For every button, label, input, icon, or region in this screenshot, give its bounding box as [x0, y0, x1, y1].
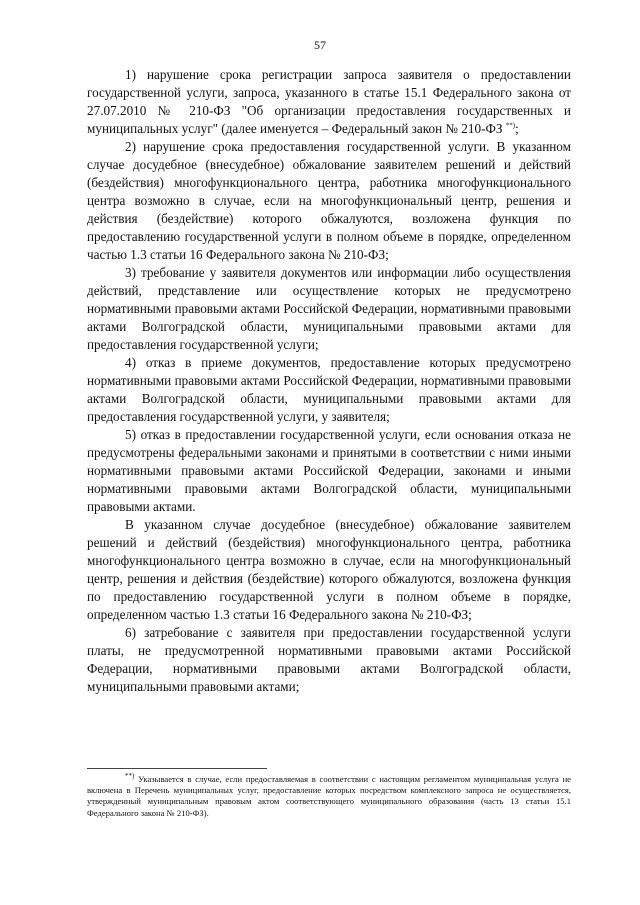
- paragraph-1-text: 1) нарушение срока регистрации запроса заявителя о предоставлении государственной услуги, запроса, указанного в статье 15.1 Федерального закона от 27.07.2010 № 210-ФЗ "Об организации предоставления государственных и муниципальных услуг" (далее именуется – Федеральный закон № 210-ФЗ: [87, 67, 571, 136]
- paragraph-6: В указанном случае досудебное (внесудебное) обжалование заявителем решений и действий (бездействия) многофункционального центра, работника многофункционального центра возможно в случае, если на многофункциональный центр, решения и действия (бездействие) которого обжалуются, возложена функция по предоставлению государственной услуги в полном объеме в порядке, определенном частью 1.3 статьи 16 Федерального закона № 210-ФЗ;: [87, 517, 571, 622]
- paragraph-1: [87, 66, 571, 138]
- footnote-text: Указывается в случае, если предоставляемая в соответствии с настоящим регламентом муниципальная услуга не включена в Перечень муниципальных услуг, предоставление которых посредством комплексного запроса не осуществляется, утвержденный муниципальным правовым актом соответствующего муниципального образования (часть 13 статьи 15.1 Федерального закона № 210-ФЗ).: [87, 774, 571, 818]
- footnote-reference: **): [505, 121, 516, 130]
- paragraph-1-tail: ;: [515, 121, 519, 136]
- paragraph-2: 2) нарушение срока предоставления государственной услуги. В указанном случае досудебное (внесудебное) обжалование заявителем решений и действий (бездействия) многофункционального центра, работника многофункционального центра возможно в случае, если на многофункциональный центр, решения и действия (бездействие) которого обжалуются, возложена функция по предоставлению государственной услуги в полном объеме в порядке, определенном частью 1.3 статьи 16 Федерального закона № 210-ФЗ;: [87, 139, 571, 262]
- paragraph-4: 4) отказ в приеме документов, предоставление которых предусмотрено нормативными правовыми актами Российской Федерации, нормативными правовыми актами Волгоградской области, муниципальными правовыми актами для предоставления государственной услуги, у заявителя;: [87, 355, 571, 424]
- paragraph-5: 5) отказ в предоставлении государственной услуги, если основания отказа не предусмотрены федеральными законами и принятыми в соответствии с ними иными нормативными правовыми актами Российской Федерации, законами и иными нормативными правовыми актами Волгоградской области, муниципальными правовыми актами.: [87, 427, 571, 514]
- footnote-mark: **): [125, 772, 135, 781]
- footnote: [87, 774, 571, 819]
- paragraph-3: 3) требование у заявителя документов или информации либо осуществления действий, представление или осуществление которых не предусмотрено нормативными правовыми актами Российской Федерации, нормативными правовыми актами Волгоградской области, муниципальными правовыми актами для предоставления государственной услуги;: [87, 265, 571, 352]
- paragraph-7: 6) затребование с заявителя при предоставлении государственной услуги платы, не предусмотренной нормативными правовыми актами Российской Федерации, нормативными правовыми актами Волгоградской области, муниципальными правовыми актами;: [87, 625, 571, 694]
- footnote-divider: [87, 768, 267, 769]
- document-body: [87, 66, 571, 696]
- page-number: 57: [314, 38, 326, 52]
